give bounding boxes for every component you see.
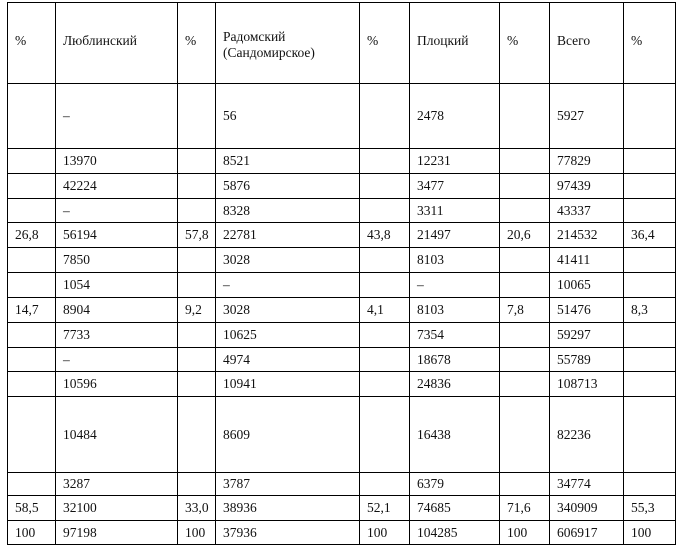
table-row (8, 473, 676, 496)
table-cell: 9,2 (178, 298, 216, 323)
table-cell: 3311 (410, 199, 500, 223)
table-cell (8, 174, 56, 199)
header-cell: Люблинский (56, 3, 178, 84)
table-cell: – (216, 273, 360, 298)
table-cell: 43337 (550, 199, 624, 223)
table-cell: 34774 (550, 473, 624, 496)
table-cell (500, 348, 550, 372)
table-cell: 10625 (216, 323, 360, 348)
table-cell (624, 397, 676, 473)
table-cell (178, 323, 216, 348)
table-row (8, 496, 676, 521)
table-cell (500, 174, 550, 199)
table-cell: 3287 (56, 473, 178, 496)
table-cell (360, 174, 410, 199)
table-cell: 8609 (216, 397, 360, 473)
table-cell: 7,8 (500, 298, 550, 323)
table-cell: 10065 (550, 273, 624, 298)
table-cell: 71,6 (500, 496, 550, 521)
table-cell: 97439 (550, 174, 624, 199)
table-cell: 3028 (216, 248, 360, 273)
table-row (8, 372, 676, 397)
table-cell: 4974 (216, 348, 360, 372)
data-table (7, 2, 676, 545)
table-cell: 32100 (56, 496, 178, 521)
table-cell: – (56, 84, 178, 149)
table-cell (624, 323, 676, 348)
table-cell (624, 84, 676, 149)
table-cell (500, 273, 550, 298)
table-cell: 340909 (550, 496, 624, 521)
table-cell: 100 (178, 521, 216, 545)
table-cell (8, 248, 56, 273)
table-cell: 7850 (56, 248, 178, 273)
table-cell (178, 149, 216, 174)
table-cell: 77829 (550, 149, 624, 174)
header-cell: Радомский (Сандомирское) (216, 3, 360, 84)
table-cell (360, 149, 410, 174)
table-cell: 56 (216, 84, 360, 149)
table-cell (8, 397, 56, 473)
table-cell (624, 348, 676, 372)
table-row (8, 223, 676, 248)
table-row (8, 84, 676, 149)
table-cell: 10484 (56, 397, 178, 473)
table-cell (178, 273, 216, 298)
table-row (8, 298, 676, 323)
table-cell (8, 348, 56, 372)
table-cell: 24836 (410, 372, 500, 397)
table-cell: 5927 (550, 84, 624, 149)
table-cell (360, 397, 410, 473)
table-cell: 20,6 (500, 223, 550, 248)
table-cell: 100 (360, 521, 410, 545)
header-cell: Плоцкий (410, 3, 500, 84)
table-cell: 41411 (550, 248, 624, 273)
table-cell: 33,0 (178, 496, 216, 521)
header-cell: % (624, 3, 676, 84)
table-cell (360, 273, 410, 298)
table-cell: 8904 (56, 298, 178, 323)
table-cell (360, 323, 410, 348)
table-cell: 42224 (56, 174, 178, 199)
table-cell (8, 372, 56, 397)
table-cell: 10941 (216, 372, 360, 397)
table-cell: 8103 (410, 248, 500, 273)
header-cell: Всего (550, 3, 624, 84)
table-cell: 3477 (410, 174, 500, 199)
table-cell: 55,3 (624, 496, 676, 521)
table-cell (8, 199, 56, 223)
table-cell (178, 248, 216, 273)
table-cell: – (56, 199, 178, 223)
table-cell: 100 (624, 521, 676, 545)
table-cell (178, 84, 216, 149)
table-cell (500, 397, 550, 473)
table-cell (8, 273, 56, 298)
table-cell (360, 84, 410, 149)
table-cell: 10596 (56, 372, 178, 397)
table-cell: 16438 (410, 397, 500, 473)
table-cell: 8521 (216, 149, 360, 174)
table-cell (8, 84, 56, 149)
table-cell (624, 248, 676, 273)
table-row (8, 348, 676, 372)
table-cell: 82236 (550, 397, 624, 473)
table-cell (500, 473, 550, 496)
table-cell: 59297 (550, 323, 624, 348)
table-cell: 38936 (216, 496, 360, 521)
table-cell: 58,5 (8, 496, 56, 521)
table-cell (624, 273, 676, 298)
table-cell: 8,3 (624, 298, 676, 323)
table-cell: 108713 (550, 372, 624, 397)
table-cell: 21497 (410, 223, 500, 248)
table-cell: 18678 (410, 348, 500, 372)
table-cell: 6379 (410, 473, 500, 496)
table-cell (8, 473, 56, 496)
table-cell: 14,7 (8, 298, 56, 323)
table-cell (360, 199, 410, 223)
table-cell: 100 (500, 521, 550, 545)
table-row (8, 521, 676, 545)
table-cell: 104285 (410, 521, 500, 545)
table-cell: 12231 (410, 149, 500, 174)
header-cell: % (178, 3, 216, 84)
table-cell (178, 348, 216, 372)
table-cell: 214532 (550, 223, 624, 248)
table-cell (624, 199, 676, 223)
table-cell: 7733 (56, 323, 178, 348)
table-cell (178, 397, 216, 473)
table-row (8, 323, 676, 348)
table-cell (500, 323, 550, 348)
table-cell: 52,1 (360, 496, 410, 521)
table-cell (500, 248, 550, 273)
table-cell (500, 84, 550, 149)
table-cell (360, 348, 410, 372)
table-cell (8, 323, 56, 348)
table-cell: 55789 (550, 348, 624, 372)
table-cell: 3787 (216, 473, 360, 496)
table-row (8, 273, 676, 298)
header-row (8, 3, 676, 84)
table-cell: 26,8 (8, 223, 56, 248)
table-row (8, 248, 676, 273)
table-body (8, 3, 676, 545)
table-cell (360, 473, 410, 496)
table-cell: 606917 (550, 521, 624, 545)
table-cell: 97198 (56, 521, 178, 545)
table-row (8, 174, 676, 199)
header-cell: % (8, 3, 56, 84)
table-cell: 36,4 (624, 223, 676, 248)
table-cell: 37936 (216, 521, 360, 545)
table-cell: 74685 (410, 496, 500, 521)
table-cell (500, 199, 550, 223)
table-cell (178, 473, 216, 496)
table-cell: 56194 (56, 223, 178, 248)
table-cell: 8103 (410, 298, 500, 323)
table-cell: 7354 (410, 323, 500, 348)
table-cell (178, 174, 216, 199)
table-row (8, 397, 676, 473)
header-cell: % (500, 3, 550, 84)
table-cell: 4,1 (360, 298, 410, 323)
table-cell (360, 248, 410, 273)
table-row (8, 149, 676, 174)
table-cell: 8328 (216, 199, 360, 223)
table-cell: 3028 (216, 298, 360, 323)
table-cell: 51476 (550, 298, 624, 323)
table-cell (500, 372, 550, 397)
table-cell: 1054 (56, 273, 178, 298)
table-cell: – (56, 348, 178, 372)
table-cell (8, 149, 56, 174)
table-cell (500, 149, 550, 174)
table-cell (178, 199, 216, 223)
header-cell: % (360, 3, 410, 84)
table-cell: 100 (8, 521, 56, 545)
table-cell: 57,8 (178, 223, 216, 248)
table-cell: – (410, 273, 500, 298)
table-cell: 13970 (56, 149, 178, 174)
table-cell: 22781 (216, 223, 360, 248)
table-cell (624, 174, 676, 199)
table-cell (624, 372, 676, 397)
table-cell: 43,8 (360, 223, 410, 248)
table-cell (178, 372, 216, 397)
table-row (8, 199, 676, 223)
table-cell: 5876 (216, 174, 360, 199)
table-cell: 2478 (410, 84, 500, 149)
table-cell (624, 473, 676, 496)
table-cell (360, 372, 410, 397)
table-cell (624, 149, 676, 174)
